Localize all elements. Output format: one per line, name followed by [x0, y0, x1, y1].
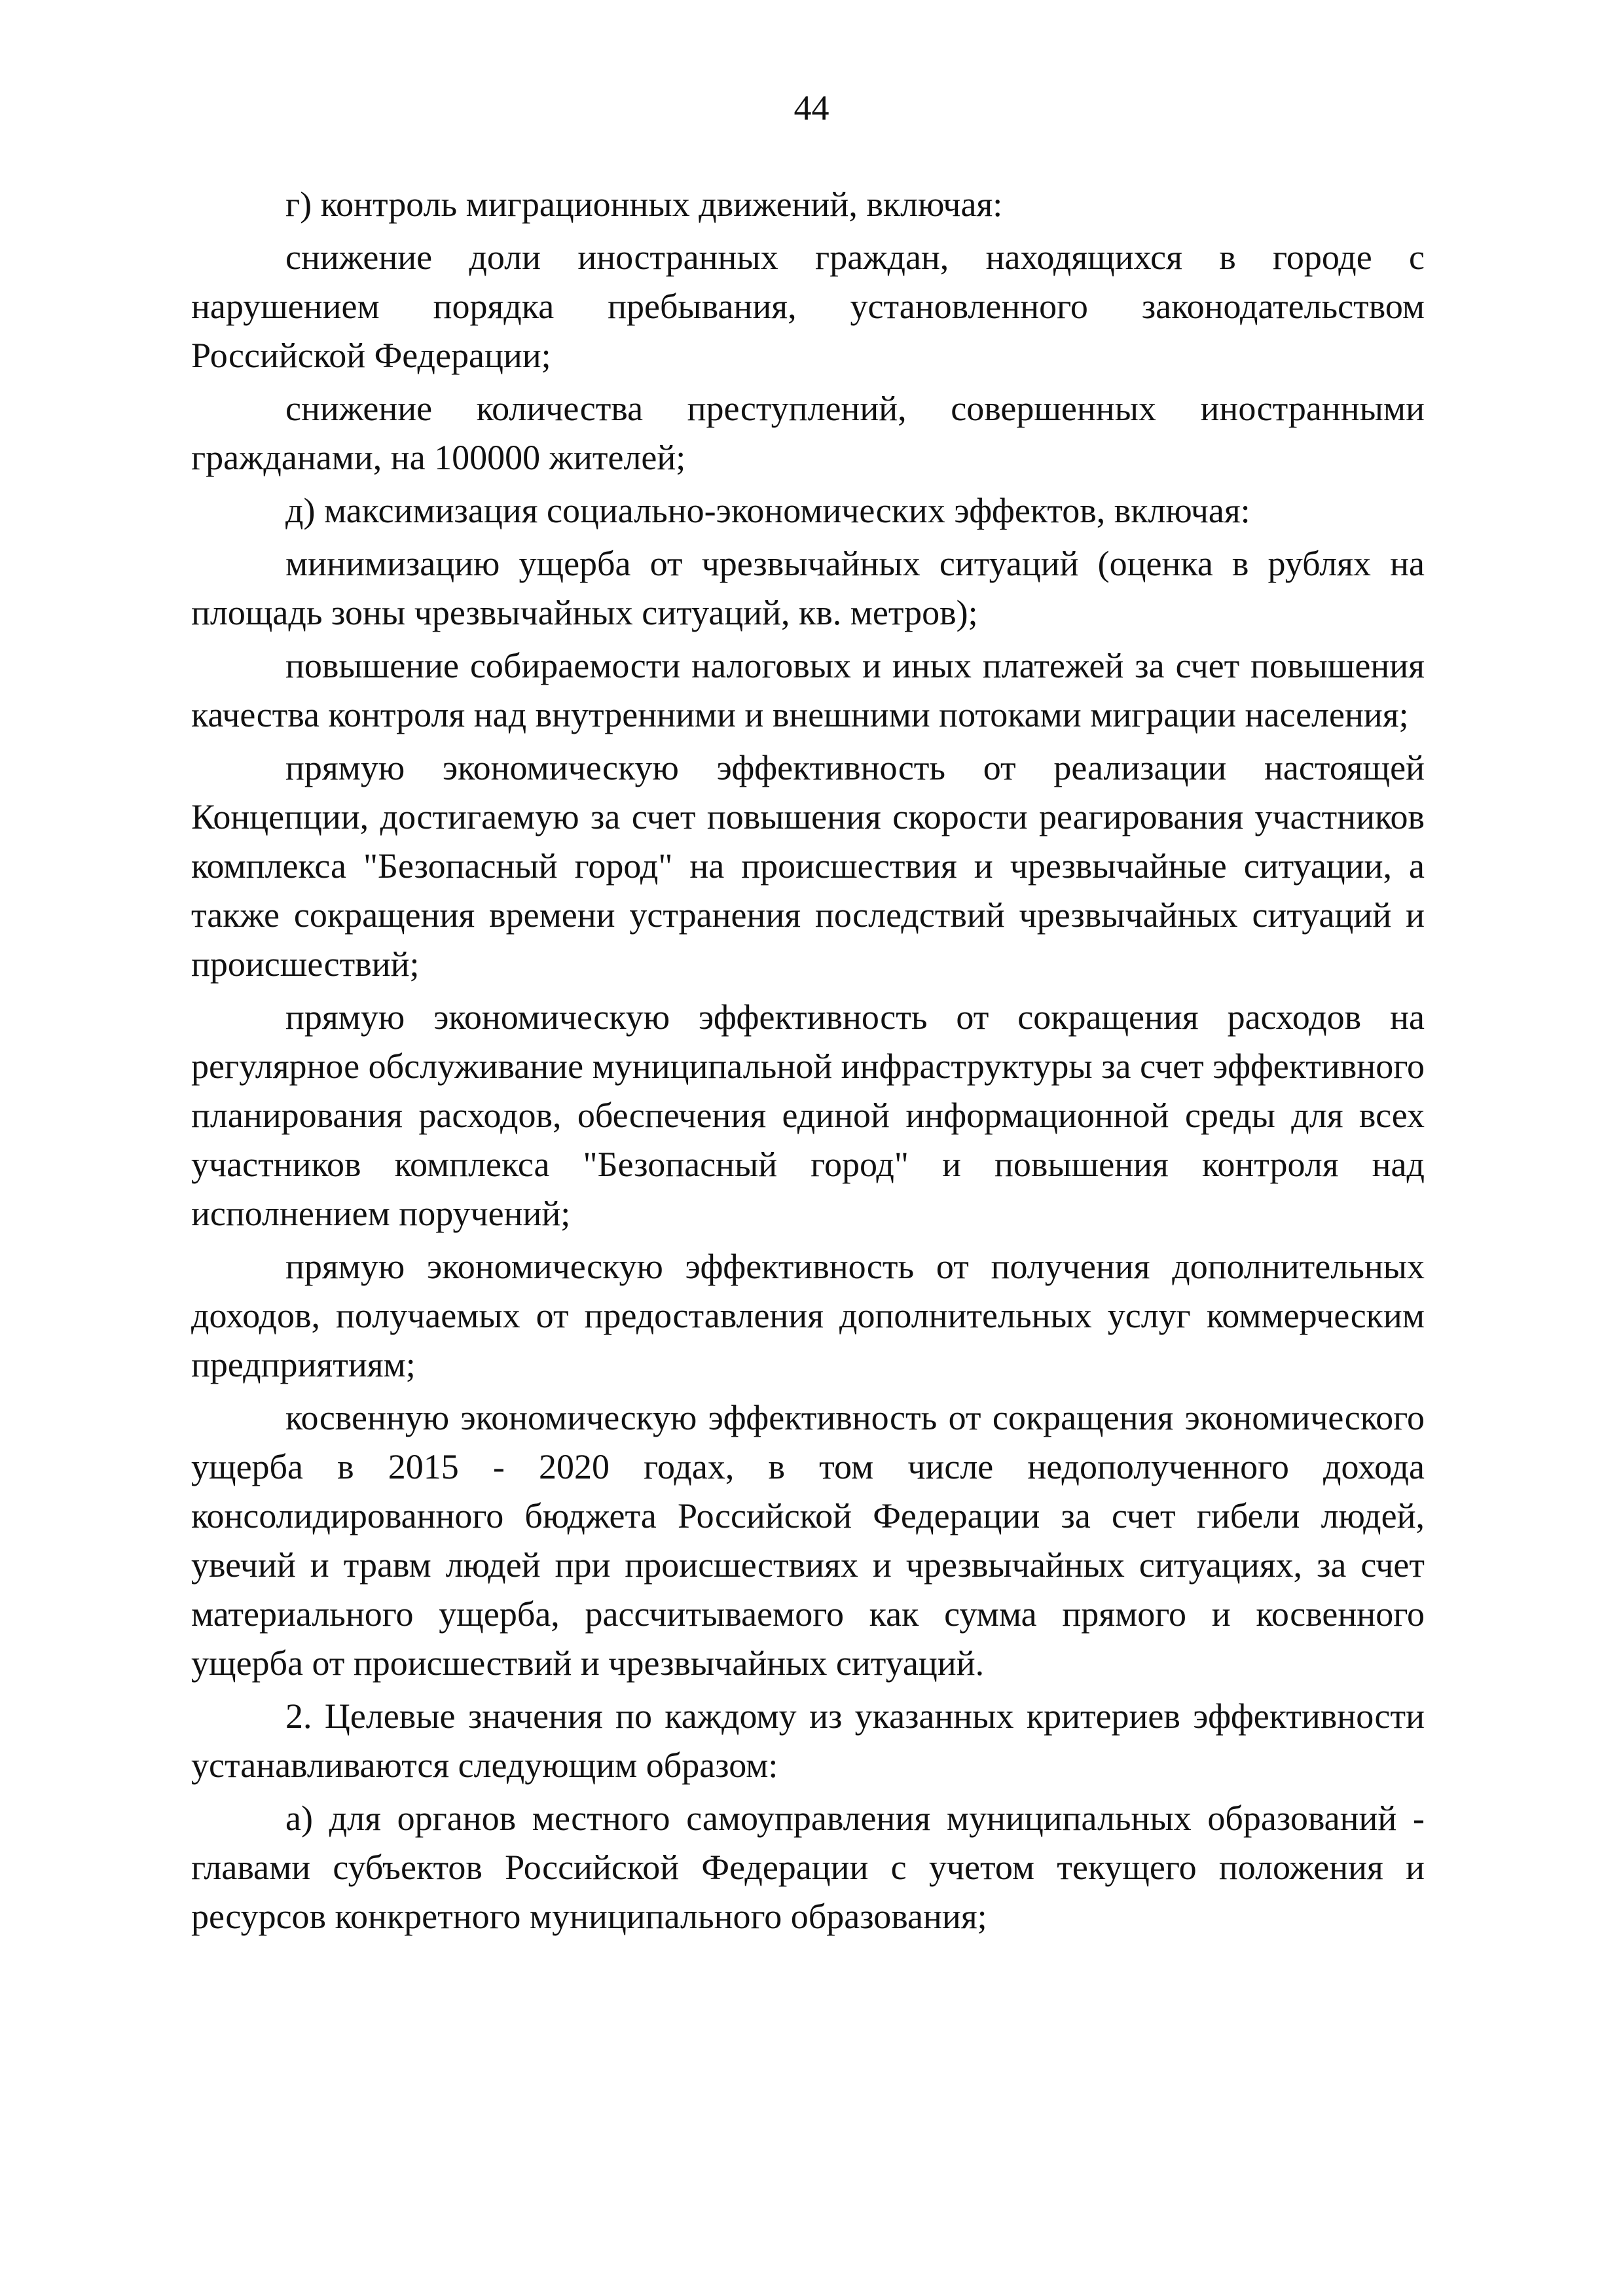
page-number: 44	[793, 88, 830, 128]
paragraph-emergency-damage: минимизацию ущерба от чрезвычайных ситуаций (оценка в рублях на площадь зоны чрезвычайных ситуаций, кв. метров);	[191, 544, 1425, 632]
paragraph-direct-efficiency-concept: прямую экономическую эффективность от реализации настоящей Концепции, достигаемую за счет повышения скорости реагирования участников комплекса "Безопасный город" на происшествия и чрезвычайные ситуации, а также сокращения времени устранения последствий чрезвычайных ситуаций и происшествий;	[191, 748, 1425, 984]
paragraph-target-values: 2. Целевые значения по каждому из указанных критериев эффективности устанавливаются следующим образом:	[191, 1696, 1425, 1785]
paragraph-tax-collection: повышение собираемости налоговых и иных платежей за счет повышения качества контроля над внутренними и внешними потоками миграции населения;	[191, 646, 1425, 734]
paragraph-migration-control: г) контроль миграционных движений, включая:	[285, 185, 1003, 224]
paragraph-socio-economic-effects: д) максимизация социально-экономических эффектов, включая:	[285, 491, 1250, 530]
document-body	[191, 180, 1425, 1941]
paragraph-foreigners-share: снижение доли иностранных граждан, находящихся в городе с нарушением порядка пребывания, установленного законодательством Российской Федерации;	[191, 238, 1425, 375]
paragraph-indirect-efficiency: косвенную экономическую эффективность от сокращения экономического ущерба в 2015 - 2020 годах, в том числе недополученного дохода консолидированного бюджета Российской Федерации за счет гибели людей, увечий и травм людей при происшествиях и чрезвычайных ситуациях, за счет материального ущерба, рассчитываемого как сумма прямого и косвенного ущерба от происшествий и чрезвычайных ситуаций.	[191, 1398, 1425, 1683]
paragraph-direct-efficiency-costs: прямую экономическую эффективность от сокращения расходов на регулярное обслуживание муниципальной инфраструктуры за счет эффективного планирования расходов, обеспечения единой информационной среды для всех участников комплекса "Безопасный город" и повышения контроля над исполнением поручений;	[191, 997, 1425, 1233]
paragraph-local-government: а) для органов местного самоуправления муниципальных образований - главами субъектов Российской Федерации с учетом текущего положения и ресурсов конкретного муниципального образования;	[191, 1799, 1425, 1936]
paragraph-crimes-reduction: снижение количества преступлений, совершенных иностранными гражданами, на 100000 жителей;	[191, 389, 1425, 477]
paragraph-direct-efficiency-income: прямую экономическую эффективность от получения дополнительных доходов, получаемых от предоставления дополнительных услуг коммерческим предприятиям;	[191, 1247, 1425, 1384]
